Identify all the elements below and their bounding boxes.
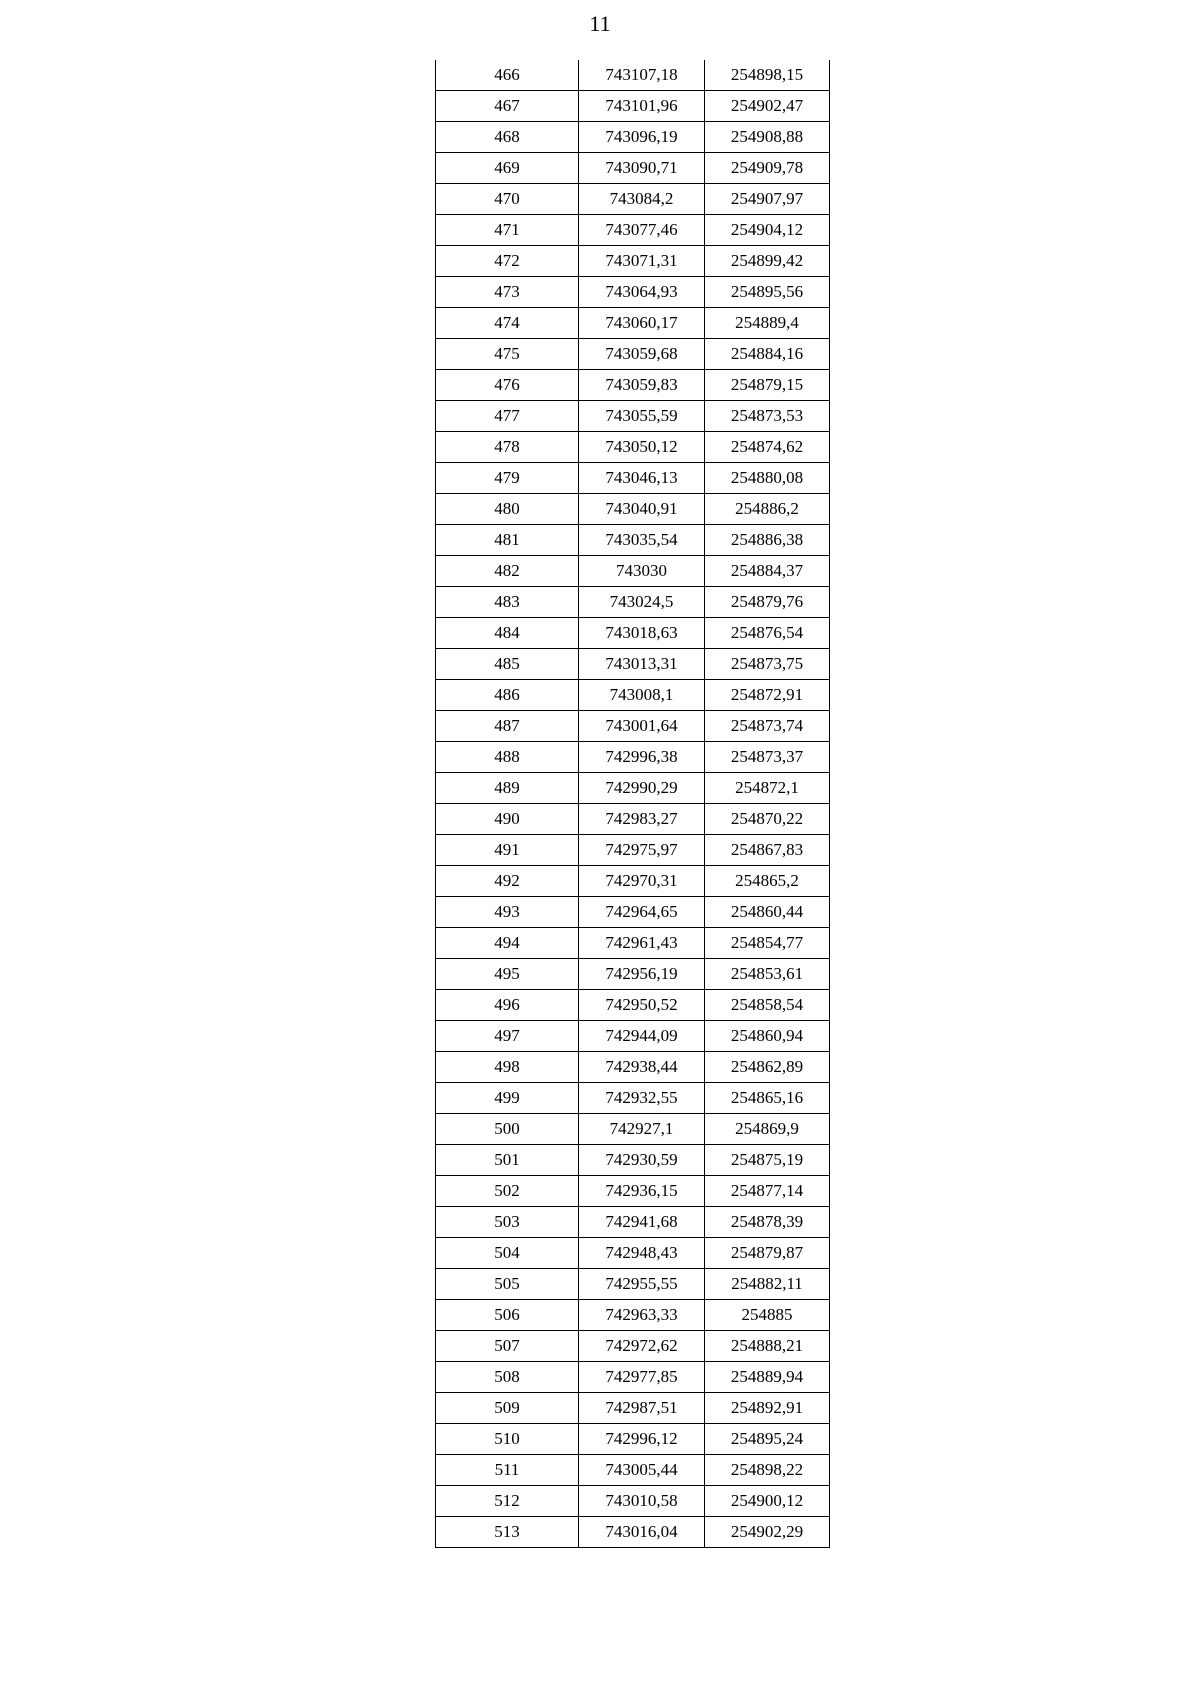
table-row [436,711,830,742]
y-coordinate-cell: 254865,16 [705,1083,830,1114]
x-coordinate-cell: 742990,29 [579,773,705,804]
x-coordinate-cell: 743077,46 [579,215,705,246]
y-coordinate-cell: 254875,19 [705,1145,830,1176]
point-number-cell: 504 [436,1238,579,1269]
y-coordinate-cell: 254902,29 [705,1517,830,1548]
y-coordinate-cell: 254873,37 [705,742,830,773]
x-coordinate-cell: 743059,68 [579,339,705,370]
point-number-cell: 502 [436,1176,579,1207]
y-coordinate-cell: 254900,12 [705,1486,830,1517]
point-number-cell: 486 [436,680,579,711]
y-coordinate-cell: 254907,97 [705,184,830,215]
y-coordinate-cell: 254879,87 [705,1238,830,1269]
x-coordinate-cell: 742956,19 [579,959,705,990]
y-coordinate-cell: 254895,24 [705,1424,830,1455]
table-row [436,1269,830,1300]
y-coordinate-cell: 254870,22 [705,804,830,835]
y-coordinate-cell: 254898,22 [705,1455,830,1486]
point-number-cell: 489 [436,773,579,804]
x-coordinate-cell: 742987,51 [579,1393,705,1424]
y-coordinate-cell: 254873,74 [705,711,830,742]
x-coordinate-cell: 743005,44 [579,1455,705,1486]
point-number-cell: 469 [436,153,579,184]
x-coordinate-cell: 742941,68 [579,1207,705,1238]
table-row [436,525,830,556]
table-row [436,897,830,928]
point-number-cell: 498 [436,1052,579,1083]
table-row [436,1021,830,1052]
y-coordinate-cell: 254867,83 [705,835,830,866]
x-coordinate-cell: 743090,71 [579,153,705,184]
y-coordinate-cell: 254880,08 [705,463,830,494]
table-row [436,1486,830,1517]
point-number-cell: 471 [436,215,579,246]
x-coordinate-cell: 742983,27 [579,804,705,835]
point-number-cell: 472 [436,246,579,277]
table-row [436,1207,830,1238]
point-number-cell: 509 [436,1393,579,1424]
table-row [436,60,830,91]
table-row [436,370,830,401]
y-coordinate-cell: 254892,91 [705,1393,830,1424]
y-coordinate-cell: 254879,15 [705,370,830,401]
y-coordinate-cell: 254873,75 [705,649,830,680]
y-coordinate-cell: 254854,77 [705,928,830,959]
x-coordinate-cell: 742961,43 [579,928,705,959]
coordinates-table [435,60,830,1548]
x-coordinate-cell: 743046,13 [579,463,705,494]
x-coordinate-cell: 742938,44 [579,1052,705,1083]
x-coordinate-cell: 743018,63 [579,618,705,649]
y-coordinate-cell: 254882,11 [705,1269,830,1300]
y-coordinate-cell: 254869,9 [705,1114,830,1145]
y-coordinate-cell: 254860,94 [705,1021,830,1052]
point-number-cell: 494 [436,928,579,959]
y-coordinate-cell: 254872,91 [705,680,830,711]
y-coordinate-cell: 254877,14 [705,1176,830,1207]
x-coordinate-cell: 742955,55 [579,1269,705,1300]
y-coordinate-cell: 254872,1 [705,773,830,804]
point-number-cell: 503 [436,1207,579,1238]
x-coordinate-cell: 743107,18 [579,60,705,91]
table-row [436,1083,830,1114]
x-coordinate-cell: 743096,19 [579,122,705,153]
point-number-cell: 470 [436,184,579,215]
point-number-cell: 499 [436,1083,579,1114]
coordinates-table-body [436,60,830,1548]
table-row [436,494,830,525]
x-coordinate-cell: 742972,62 [579,1331,705,1362]
point-number-cell: 490 [436,804,579,835]
point-number-cell: 484 [436,618,579,649]
table-row [436,649,830,680]
y-coordinate-cell: 254889,94 [705,1362,830,1393]
x-coordinate-cell: 742950,52 [579,990,705,1021]
y-coordinate-cell: 254878,39 [705,1207,830,1238]
table-row [436,556,830,587]
table-row [436,1331,830,1362]
point-number-cell: 496 [436,990,579,1021]
x-coordinate-cell: 742927,1 [579,1114,705,1145]
y-coordinate-cell: 254889,4 [705,308,830,339]
x-coordinate-cell: 742936,15 [579,1176,705,1207]
y-coordinate-cell: 254865,2 [705,866,830,897]
x-coordinate-cell: 743010,58 [579,1486,705,1517]
x-coordinate-cell: 743030 [579,556,705,587]
point-number-cell: 487 [436,711,579,742]
point-number-cell: 513 [436,1517,579,1548]
y-coordinate-cell: 254899,42 [705,246,830,277]
point-number-cell: 512 [436,1486,579,1517]
point-number-cell: 495 [436,959,579,990]
table-row [436,91,830,122]
point-number-cell: 483 [436,587,579,618]
table-row [436,432,830,463]
x-coordinate-cell: 743084,2 [579,184,705,215]
table-row [436,339,830,370]
table-row [436,184,830,215]
point-number-cell: 492 [436,866,579,897]
x-coordinate-cell: 743071,31 [579,246,705,277]
y-coordinate-cell: 254886,2 [705,494,830,525]
y-coordinate-cell: 254884,37 [705,556,830,587]
point-number-cell: 476 [436,370,579,401]
y-coordinate-cell: 254853,61 [705,959,830,990]
point-number-cell: 473 [436,277,579,308]
point-number-cell: 482 [436,556,579,587]
table-row [436,1238,830,1269]
table-row [436,1052,830,1083]
table-row [436,401,830,432]
table-row [436,928,830,959]
point-number-cell: 501 [436,1145,579,1176]
x-coordinate-cell: 743064,93 [579,277,705,308]
x-coordinate-cell: 742970,31 [579,866,705,897]
table-row [436,804,830,835]
y-coordinate-cell: 254886,38 [705,525,830,556]
page-number: 11 [589,11,611,36]
x-coordinate-cell: 742930,59 [579,1145,705,1176]
point-number-cell: 493 [436,897,579,928]
point-number-cell: 481 [436,525,579,556]
table-row [436,215,830,246]
y-coordinate-cell: 254858,54 [705,990,830,1021]
table-row [436,1300,830,1331]
table-row [436,680,830,711]
point-number-cell: 467 [436,91,579,122]
table-row [436,246,830,277]
point-number-cell: 468 [436,122,579,153]
y-coordinate-cell: 254876,54 [705,618,830,649]
x-coordinate-cell: 743059,83 [579,370,705,401]
y-coordinate-cell: 254909,78 [705,153,830,184]
table-row [436,277,830,308]
y-coordinate-cell: 254885 [705,1300,830,1331]
table-row [436,1362,830,1393]
table-row [436,308,830,339]
x-coordinate-cell: 743050,12 [579,432,705,463]
table-row [436,1145,830,1176]
table-row [436,1455,830,1486]
x-coordinate-cell: 743008,1 [579,680,705,711]
table-row [436,1393,830,1424]
point-number-cell: 508 [436,1362,579,1393]
table-row [436,742,830,773]
y-coordinate-cell: 254898,15 [705,60,830,91]
x-coordinate-cell: 743024,5 [579,587,705,618]
x-coordinate-cell: 742977,85 [579,1362,705,1393]
y-coordinate-cell: 254879,76 [705,587,830,618]
table-row [436,587,830,618]
table-row [436,1176,830,1207]
point-number-cell: 485 [436,649,579,680]
table-row [436,1424,830,1455]
table-row [436,866,830,897]
point-number-cell: 497 [436,1021,579,1052]
y-coordinate-cell: 254860,44 [705,897,830,928]
point-number-cell: 507 [436,1331,579,1362]
point-number-cell: 500 [436,1114,579,1145]
y-coordinate-cell: 254902,47 [705,91,830,122]
table-row [436,1114,830,1145]
point-number-cell: 474 [436,308,579,339]
table-row [436,835,830,866]
x-coordinate-cell: 743013,31 [579,649,705,680]
y-coordinate-cell: 254895,56 [705,277,830,308]
point-number-cell: 510 [436,1424,579,1455]
y-coordinate-cell: 254884,16 [705,339,830,370]
y-coordinate-cell: 254873,53 [705,401,830,432]
y-coordinate-cell: 254888,21 [705,1331,830,1362]
point-number-cell: 505 [436,1269,579,1300]
x-coordinate-cell: 742996,12 [579,1424,705,1455]
y-coordinate-cell: 254904,12 [705,215,830,246]
x-coordinate-cell: 742975,97 [579,835,705,866]
point-number-cell: 479 [436,463,579,494]
x-coordinate-cell: 742944,09 [579,1021,705,1052]
x-coordinate-cell: 742996,38 [579,742,705,773]
table-row [436,959,830,990]
x-coordinate-cell: 743040,91 [579,494,705,525]
y-coordinate-cell: 254908,88 [705,122,830,153]
point-number-cell: 475 [436,339,579,370]
table-row [436,122,830,153]
table-row [436,773,830,804]
x-coordinate-cell: 742963,33 [579,1300,705,1331]
point-number-cell: 466 [436,60,579,91]
y-coordinate-cell: 254874,62 [705,432,830,463]
table-row [436,463,830,494]
point-number-cell: 478 [436,432,579,463]
table-row [436,618,830,649]
point-number-cell: 477 [436,401,579,432]
x-coordinate-cell: 742948,43 [579,1238,705,1269]
table-row [436,990,830,1021]
x-coordinate-cell: 743035,54 [579,525,705,556]
point-number-cell: 480 [436,494,579,525]
y-coordinate-cell: 254862,89 [705,1052,830,1083]
x-coordinate-cell: 743060,17 [579,308,705,339]
point-number-cell: 506 [436,1300,579,1331]
x-coordinate-cell: 743016,04 [579,1517,705,1548]
table-row [436,153,830,184]
x-coordinate-cell: 742932,55 [579,1083,705,1114]
point-number-cell: 491 [436,835,579,866]
x-coordinate-cell: 743001,64 [579,711,705,742]
table-row [436,1517,830,1548]
x-coordinate-cell: 743101,96 [579,91,705,122]
x-coordinate-cell: 742964,65 [579,897,705,928]
point-number-cell: 488 [436,742,579,773]
x-coordinate-cell: 743055,59 [579,401,705,432]
point-number-cell: 511 [436,1455,579,1486]
